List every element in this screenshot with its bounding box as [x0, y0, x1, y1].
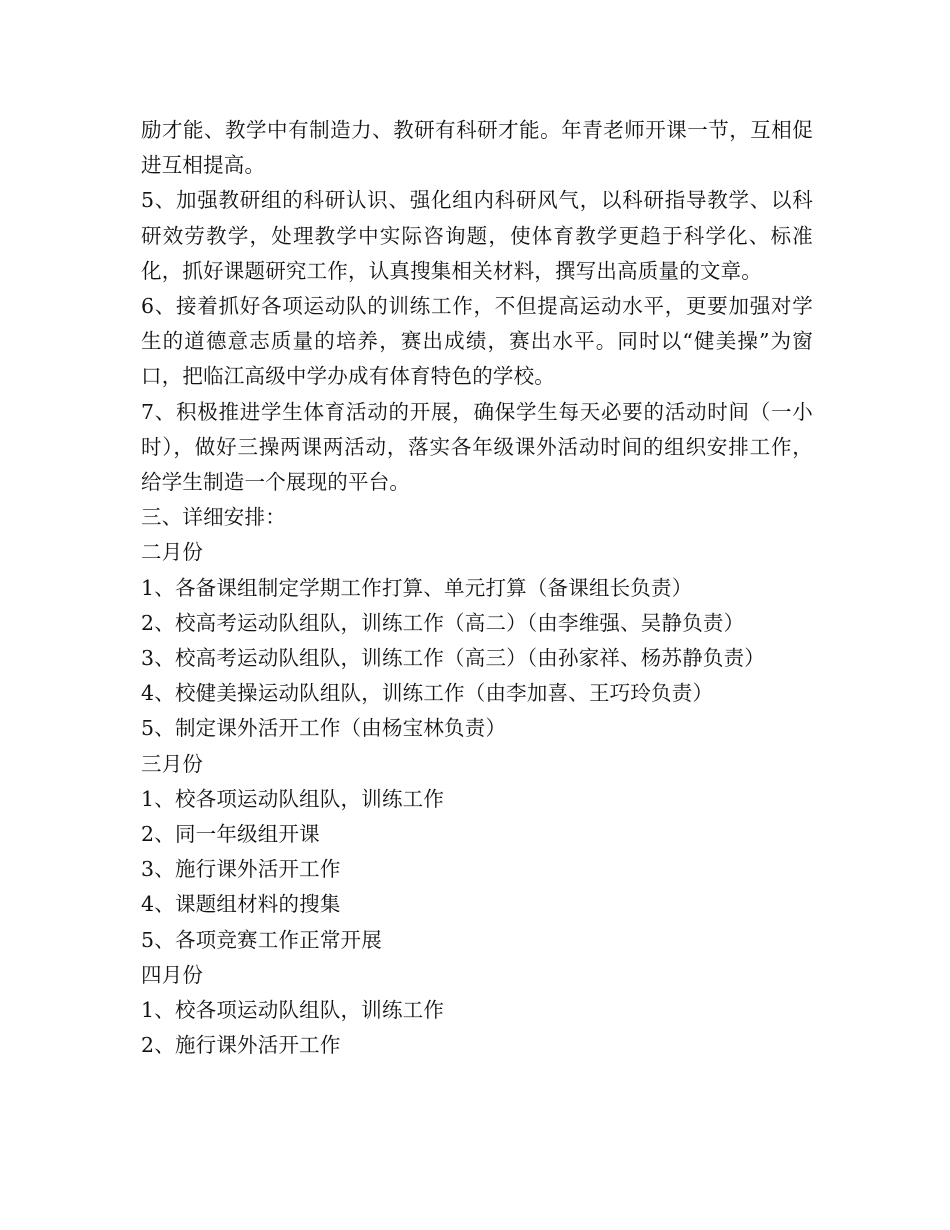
month-heading-april: 四月份: [141, 962, 204, 987]
section-heading-detailed-plan: 三、详细安排：: [141, 505, 286, 530]
month-heading-february: 二月份: [141, 540, 204, 565]
list-item: 3、施行课外活开工作: [141, 857, 341, 882]
list-item: 2、施行课外活开工作: [141, 1033, 341, 1058]
paragraph-item-7-activities: 7、积极推进学生体育活动的开展，确保学生每天必要的活动时间（一小时），做好三操两课两活动，落实各年级课外活动时间的组织安排工作，给学生制造一个展现的平台。: [141, 399, 813, 495]
list-item: 1、校各项运动队组队，训练工作: [141, 786, 445, 811]
document-body: [141, 113, 813, 1063]
paragraph-item-5-research: 5、加强教研组的科研认识、强化组内科研风气，以科研指导教学、以科研效劳教学，处理教学中实际咨询题，使体育教学更趋于科学化、标准化，抓好课题研究工作，认真搜集相关材料，撰写出高质量的文章。: [141, 188, 813, 283]
month-heading-march: 三月份: [141, 751, 204, 776]
list-item: 2、同一年级组开课: [141, 822, 320, 847]
list-item: 3、校高考运动队组队，训练工作（高三）（由孙家祥、杨苏静负责）: [141, 646, 765, 671]
paragraph-item-6-training: 6、接着抓好各项运动队的训练工作，不但提高运动水平，更要加强对学生的道德意志质量的培养，赛出成绩，赛出水平。同时以“健美操”为窗口，把临江高级中学办成有体育特色的学校。: [141, 294, 813, 389]
list-item: 5、制定课外活开工作（由杨宝林负责）: [141, 716, 507, 741]
list-item: 1、校各项运动队组队，训练工作: [141, 998, 445, 1023]
list-item: 4、课题组材料的搜集: [141, 892, 341, 917]
list-item: 2、校高考运动队组队，训练工作（高二）（由李维强、吴静负责）: [141, 610, 745, 635]
list-item: 4、校健美操运动队组队，训练工作（由李加喜、王巧玲负责）: [141, 681, 714, 706]
list-item: 1、各备课组制定学期工作打算、单元打算（备课组长负责）: [141, 575, 693, 600]
paragraph-talent-continuation: 励才能、教学中有制造力、教研有科研才能。年青老师开课一节，互相促进互相提高。: [141, 118, 813, 178]
list-item: 5、各项竞赛工作正常开展: [141, 927, 382, 952]
